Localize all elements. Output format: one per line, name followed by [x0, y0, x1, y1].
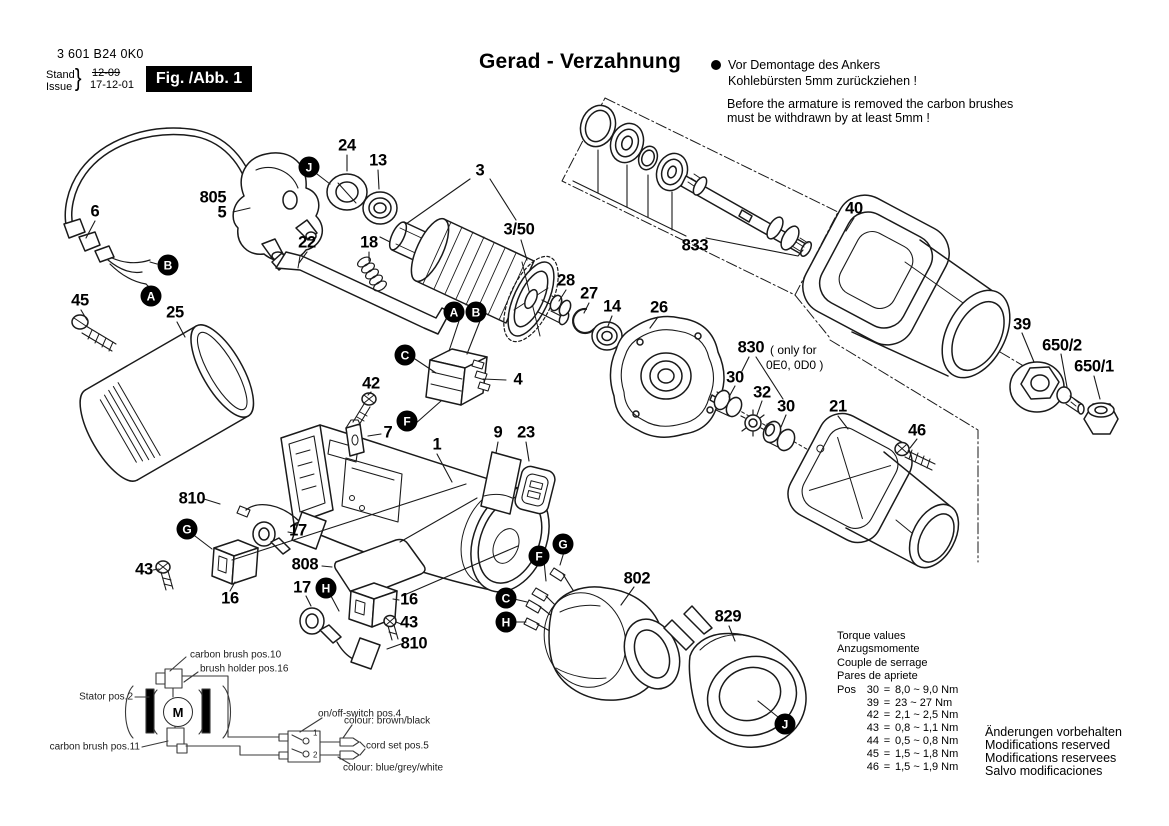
part-label-21-21: 21 — [829, 397, 847, 416]
page-title: Gerad - Verzahnung — [479, 50, 681, 73]
part-label-23-31: 23 — [517, 423, 535, 442]
gear-housing-40 — [793, 185, 1024, 389]
part-label-40-5: 40 — [845, 199, 863, 218]
torque-row-45: 45 = 1,5 ~ 1,8 Nm — [866, 748, 959, 761]
screw-650-2 — [1057, 387, 1084, 414]
part-label-830-17: 830 — [737, 338, 765, 357]
notice-en-line1: Before the armature is removed the carbon brushes — [727, 97, 1014, 111]
part-label-28-13: 28 — [557, 271, 575, 290]
torque-titles — [837, 630, 958, 684]
part-label-808-36: 808 — [291, 555, 319, 574]
part-label-650/2-23: 650/2 — [1042, 336, 1082, 355]
part-label-6-8: 6 — [90, 202, 100, 221]
torque-row-44: 44 = 0,5 ~ 0,8 Nm — [866, 735, 959, 748]
part-label-3-2: 3 — [475, 161, 485, 180]
part-label-14-15: 14 — [603, 297, 621, 316]
bearing-13 — [363, 192, 397, 224]
issue-label: Issue — [46, 81, 73, 93]
ref-badge-A-3: A — [444, 302, 465, 323]
part-label-22-9: 22 — [298, 233, 316, 252]
cover-21 — [780, 405, 969, 576]
footer-note-2: Modifications reservees — [985, 750, 1117, 765]
switch-4 — [426, 349, 490, 405]
stand-label: Stand — [46, 69, 75, 81]
stand-value-struck: 12-09 — [92, 67, 121, 79]
circlip-27 — [573, 309, 594, 333]
armature-3 — [380, 214, 571, 350]
torque-title-0: Torque values — [837, 630, 906, 642]
figure-label-box: Fig. /Abb. 1 — [146, 66, 252, 92]
ref-badge-F-6: F — [397, 411, 418, 432]
part-label-43-34: 43 — [135, 560, 153, 579]
part-label-7-27: 7 — [383, 423, 393, 442]
wiring-annotation-2: Stator pos.2 — [79, 691, 133, 703]
part-label-16-35: 16 — [221, 589, 239, 608]
torque-title-2: Couple de serrage — [837, 656, 928, 669]
clamping-nut-39 — [1010, 362, 1064, 412]
screw-45 — [72, 315, 116, 351]
ref-badge-G-7: G — [177, 519, 198, 540]
part-label-13-1: 13 — [369, 151, 387, 170]
part-label-802-41: 802 — [623, 569, 651, 588]
part-label-45-11: 45 — [71, 291, 89, 310]
ref-badge-H-12: H — [496, 612, 517, 633]
ref-badge-F-10: F — [529, 546, 550, 567]
part-label-833-4: 833 — [681, 236, 709, 255]
part-label-810-40: 810 — [400, 634, 428, 653]
ref-badge-J-0: J — [299, 157, 320, 178]
torque-table — [837, 630, 958, 774]
wiring-annotation-0: carbon brush pos.10 — [190, 649, 282, 661]
torque-title-1: Anzugsmomente — [837, 643, 920, 656]
part-label-805-6: 805 — [199, 188, 227, 207]
ref-badge-B-1: B — [158, 255, 179, 276]
issue-value: 17-12-01 — [90, 79, 135, 91]
part-label-24-0: 24 — [338, 136, 356, 155]
wiring-annotation-4: on/off-switch pos.4 — [318, 708, 402, 720]
stand-issue-brace: } — [74, 64, 82, 92]
part-label-9-30: 9 — [493, 423, 503, 442]
notice-de-line1: Vor Demontage des Ankers — [728, 58, 881, 72]
part-label-32-19: 32 — [753, 383, 771, 402]
wiring-annotation-8: 1 — [313, 728, 318, 738]
part-label-17-37: 17 — [293, 578, 311, 597]
part-label-810-32: 810 — [178, 489, 206, 508]
wiring-annotation-1: brush holder pos.16 — [200, 663, 289, 675]
notice-en-line2: must be withdrawn by at least 5mm ! — [727, 111, 930, 125]
part-label-27-14: 27 — [580, 284, 598, 303]
ref-badge-J-13: J — [775, 714, 796, 735]
part-label-4-28: 4 — [513, 370, 523, 389]
brush-holder-left — [156, 505, 326, 590]
ref-badge-C-11: C — [496, 588, 517, 609]
part-label-16-38: 16 — [400, 590, 418, 609]
ref-badge-G-9: G — [553, 534, 574, 555]
condition-note-line2: 0E0, 0D0 ) — [766, 358, 824, 372]
part-label-42-26: 42 — [362, 374, 380, 393]
part-label-25-12: 25 — [166, 303, 184, 322]
part-label-18-10: 18 — [360, 233, 378, 252]
footer-note-1: Modifications reserved — [985, 737, 1111, 752]
torque-title-3: Pares de apriete — [837, 670, 918, 683]
torque-row-46: 46 = 1,5 ~ 1,9 Nm — [866, 761, 959, 774]
part-label-17-33: 17 — [289, 521, 307, 540]
torque-rows — [837, 684, 958, 774]
part-label-1-29: 1 — [432, 435, 442, 454]
stator-802 — [524, 568, 690, 700]
notice-de-line2: Kohlebürsten 5mm zurückziehen ! — [728, 74, 917, 88]
torque-row-39: 39 = 23 ~ 27 Nm — [866, 696, 953, 709]
torque-row-43: 43 = 0,8 ~ 1,1 Nm — [866, 722, 959, 735]
torque-row-42: 42 = 2,1 ~ 2,5 Nm — [866, 709, 959, 722]
wiring-annotation-7: colour: blue/grey/white — [343, 762, 444, 774]
footer-note-3: Salvo modificaciones — [985, 763, 1103, 778]
washer-24 — [327, 174, 367, 210]
wiring-annotation-3: carbon brush pos.11 — [49, 741, 140, 753]
part-label-46-25: 46 — [908, 421, 926, 440]
wiring-annotation-5: colour: brown/black — [344, 715, 431, 727]
part-label-26-16: 26 — [650, 298, 668, 317]
brush-holder-right — [300, 583, 398, 669]
footer-note-0: Änderungen vorbehalten — [985, 725, 1122, 739]
button-23 — [513, 465, 557, 516]
footer-notes — [985, 726, 1122, 778]
motor-symbol: M — [163, 697, 193, 727]
condition-note-line1: ( only for — [770, 343, 817, 357]
part-label-39-22: 39 — [1013, 315, 1031, 334]
part-label-5-7: 5 — [217, 203, 227, 222]
torque-row-30: Pos 30 = 8,0 ~ 9,0 Nm — [837, 683, 959, 696]
part-label-30-18: 30 — [726, 368, 744, 387]
wiring-annotation-9: 2 — [313, 750, 318, 760]
part-label-30-20: 30 — [777, 397, 795, 416]
part-label-3/50-3: 3/50 — [503, 220, 535, 239]
ref-badge-H-8: H — [316, 578, 337, 599]
part-label-650/1-24: 650/1 — [1074, 357, 1114, 376]
bearing-flange-26 — [610, 317, 724, 438]
part-label-43-39: 43 — [400, 613, 418, 632]
clip-7 — [346, 420, 364, 456]
part-number: 3 601 B24 0K0 — [57, 47, 144, 61]
ref-badge-A-2: A — [141, 286, 162, 307]
ref-badge-B-4: B — [466, 302, 487, 323]
ref-badge-C-5: C — [395, 345, 416, 366]
nut-650-1 — [1084, 403, 1118, 434]
bullet-icon — [711, 60, 721, 70]
wiring-annotation-6: cord set pos.5 — [366, 740, 429, 752]
part-label-829-42: 829 — [714, 607, 742, 626]
